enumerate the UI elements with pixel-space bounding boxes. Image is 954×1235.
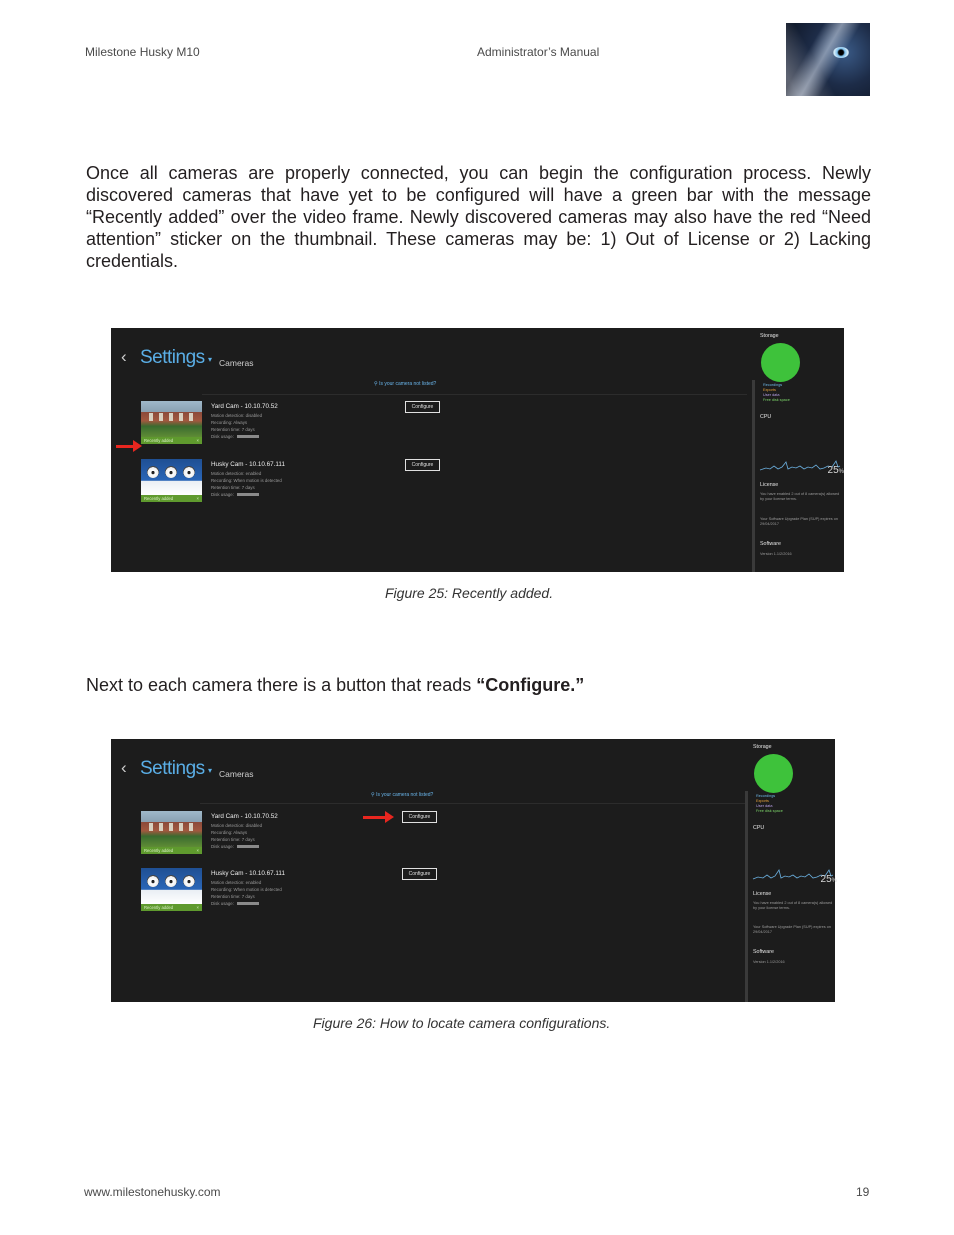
configure-paragraph-text: Next to each camera there is a button that reads [86,675,477,695]
camera-row-husky [141,868,701,920]
sidebar-separator [745,791,748,1002]
camera-disk-usage [211,434,259,439]
figure-26-screenshot [111,739,835,1002]
recently-added-label: Recently added [144,438,174,443]
recently-added-bar [141,437,202,444]
legend-recordings: Recordings [756,794,776,798]
camera-retention: Retention time: 7 days [211,837,255,842]
header-product-name: Milestone Husky M10 [85,45,200,59]
camera-name: Husky Cam - 10.10.67.111 [211,461,285,468]
configure-button[interactable]: Configure [402,868,437,880]
camera-recording: Recording: When motion is detected [211,887,282,892]
camera-not-listed-text: Is your camera not listed? [379,381,437,387]
camera-motion: Motion detection: disabled [211,823,263,828]
red-arrow-icon [363,816,390,819]
camera-row-husky [141,459,701,511]
camera-thumbnail [141,459,202,495]
disk-usage-label: Disk usage: [211,434,234,439]
camera-name: Husky Cam - 10.10.67.111 [211,870,285,877]
recently-added-bar [141,904,202,911]
status-sidebar [760,328,844,572]
camera-disk-usage [211,901,259,906]
cameras-section-label: Cameras [219,769,254,779]
cpu-value: 25 [820,874,832,885]
disk-usage-label: Disk usage: [211,844,234,849]
cpu-percentage [828,465,844,476]
legend-free-space: Free disk space [763,398,790,402]
software-version: Version 1.1/2/2016 [760,552,792,556]
figure-25-screenshot [111,328,844,572]
red-arrow-icon [116,445,138,448]
camera-not-listed-text: Is your camera not listed? [376,792,434,798]
license-heading: License [753,891,772,897]
camera-not-listed-link: ⚲ Is your camera not listed? [374,381,437,387]
camera-name: Yard Cam - 10.10.70.52 [211,403,278,410]
divider [200,803,745,804]
sup-text: Your Software Upgrade Plan (SUP) expires on 29/04/2017 [753,925,831,934]
software-version: Version 1.1/2/2016 [753,960,785,964]
storage-legend [756,794,783,814]
license-heading: License [760,482,779,488]
cpu-heading: CPU [753,825,765,831]
status-sidebar [753,739,837,1002]
cpu-unit: % [838,469,844,475]
recently-added-bar [141,495,202,502]
license-text: You have enabled 2 out of 8 camera(s) allowed by your license terms. [760,492,840,501]
cameras-section-label: Cameras [219,358,254,368]
legend-free-space: Free disk space [756,809,783,813]
storage-legend [763,383,790,403]
footer-url: www.milestonehusky.com [84,1185,221,1199]
configure-button[interactable]: Configure [405,459,440,471]
settings-title: Settings [140,347,205,368]
settings-caret-icon: ▾ [208,766,213,775]
husky-eye-logo [786,23,870,96]
storage-pie-chart [761,343,800,382]
camera-motion: Motion detection: disabled [211,413,263,418]
figure-26-caption: Figure 26: How to locate camera configurations. [313,1015,611,1031]
disk-usage-label: Disk usage: [211,901,234,906]
camera-retention: Retention time: 7 days [211,485,255,490]
camera-motion: Motion detection: enabled [211,880,262,885]
camera-disk-usage [211,492,259,497]
camera-motion: Motion detection: enabled [211,471,262,476]
disk-usage-bar [237,845,259,848]
sidebar-separator [752,380,755,572]
legend-exports: Exports [763,388,776,392]
legend-user-data: User data [763,393,780,397]
figure-25-caption: Figure 25: Recently added. [385,585,554,601]
license-text: You have enabled 2 out of 8 camera(s) allowed by your license terms. [753,901,833,910]
cpu-heading: CPU [760,414,772,420]
recently-added-label: Recently added [144,905,174,910]
camera-recording: Recording: When motion is detected [211,478,282,483]
disk-usage-bar [237,435,259,438]
sup-text: Your Software Upgrade Plan (SUP) expires on 29/04/2017 [760,517,838,526]
disk-usage-label: Disk usage: [211,492,234,497]
tag-close-icon: × [196,905,199,910]
camera-retention: Retention time: 7 days [211,894,255,899]
intro-paragraph: Once all cameras are properly connected, you can begin the configuration process. Newly discovered cameras that have yet to be configured will have a green bar with the message “Recently added” over the video frame. Newly discovered cameras may also have the red “Need attention” sticker on the thumbnail. These cameras may be: 1) Out of License or 2) Lacking credentials. [86,163,871,271]
camera-recording: Recording: Always [211,830,248,835]
legend-exports: Exports [756,799,769,803]
cpu-unit: % [831,878,837,884]
camera-thumbnail [141,811,202,847]
recently-added-label: Recently added [144,496,174,501]
camera-disk-usage [211,844,259,849]
legend-recordings: Recordings [763,383,783,387]
back-chevron-icon: ‹ [121,758,127,777]
tag-close-icon: × [196,496,199,501]
storage-heading: Storage [760,333,779,339]
tag-close-icon: × [196,438,199,443]
configure-paragraph-bold: “Configure.” [476,675,585,695]
software-heading: Software [753,949,774,955]
configure-button[interactable]: Configure [402,811,437,823]
cpu-value: 25 [827,465,839,476]
logo-fur [786,23,870,96]
recently-added-bar [141,847,202,854]
tag-close-icon: × [196,848,199,853]
software-heading: Software [760,541,781,547]
page-number: 19 [856,1185,870,1199]
storage-heading: Storage [753,744,772,750]
storage-pie-chart [754,754,793,793]
camera-thumbnail [141,868,202,904]
disk-usage-bar [237,902,259,905]
camera-row-yard [141,401,701,453]
header-manual-title: Administrator’s Manual [477,45,600,59]
cpu-percentage [821,874,837,885]
camera-recording: Recording: Always [211,420,248,425]
legend-user-data: User data [756,804,773,808]
disk-usage-bar [237,493,259,496]
camera-retention: Retention time: 7 days [211,427,255,432]
divider [202,394,747,395]
camera-name: Yard Cam - 10.10.70.52 [211,813,278,820]
logo-eye [833,47,849,58]
camera-row-yard [141,811,701,863]
camera-thumbnail [141,401,202,437]
settings-caret-icon: ▾ [208,355,213,364]
recently-added-label: Recently added [144,848,174,853]
camera-not-listed-link: ⚲ Is your camera not listed? [371,792,434,798]
settings-title: Settings [140,758,205,779]
back-chevron-icon: ‹ [121,347,127,366]
configure-paragraph [86,674,871,696]
configure-button[interactable]: Configure [405,401,440,413]
